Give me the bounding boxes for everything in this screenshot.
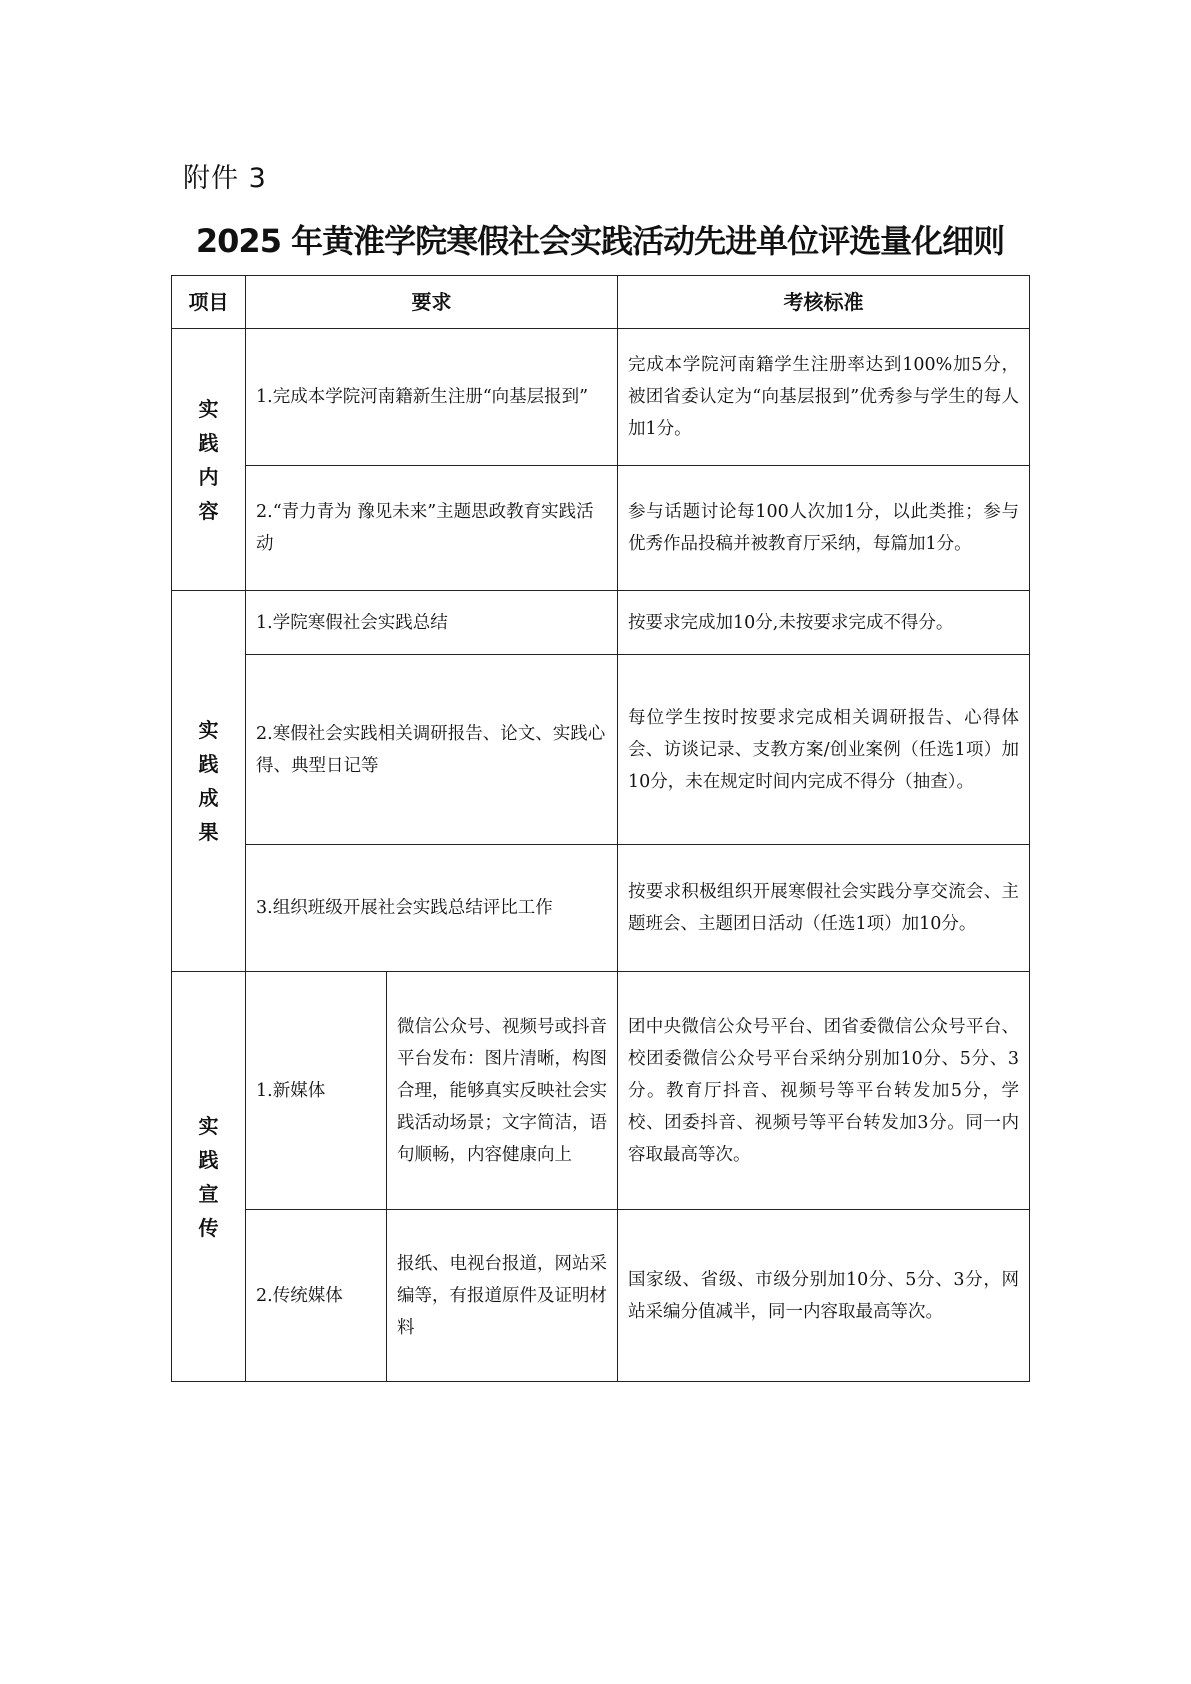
table-row — [172, 972, 1030, 1210]
table-row — [172, 466, 1030, 591]
requirement-cell: 1.完成本学院河南籍新生注册“向基层报到” — [246, 329, 618, 466]
requirement-cell: 2.传统媒体 — [246, 1210, 387, 1382]
table-row — [172, 329, 1030, 466]
requirement-detail-cell: 报纸、电视台报道，网站采编等，有报道原件及证明材料 — [387, 1210, 618, 1382]
table-row — [172, 591, 1030, 655]
standard-cell: 按要求积极组织开展寒假社会实践分享交流会、主题班会、主题团日活动（任选1项）加10分。 — [618, 845, 1030, 972]
category-cell — [172, 972, 246, 1382]
table-header-row — [172, 276, 1030, 329]
header-item: 项目 — [172, 276, 246, 329]
requirement-cell: 1.学院寒假社会实践总结 — [246, 591, 618, 655]
standard-cell: 团中央微信公众号平台、团省委微信公众号平台、校团委微信公众号平台采纳分别加10分、5分、3分。教育厅抖音、视频号等平台转发加5分，学校、团委抖音、视频号等平台转发加3分。同一内容取最高等次。 — [618, 972, 1030, 1210]
attachment-label: 附件 3 — [183, 163, 267, 194]
standard-cell: 完成本学院河南籍学生注册率达到100%加5分，被团省委认定为“向基层报到”优秀参与学生的每人加1分。 — [618, 329, 1030, 466]
header-standard: 考核标准 — [618, 276, 1030, 329]
table-row — [172, 655, 1030, 845]
standard-cell: 参与话题讨论每100人次加1分，以此类推；参与优秀作品投稿并被教育厅采纳，每篇加1分。 — [618, 466, 1030, 591]
category-label: 实践成果 — [198, 718, 219, 844]
category-label: 实践内容 — [198, 396, 219, 523]
category-label: 实践宣传 — [198, 1113, 219, 1240]
standard-cell: 国家级、省级、市级分别加10分、5分、3分，网站采编分值减半，同一内容取最高等次。 — [618, 1210, 1030, 1382]
category-cell — [172, 591, 246, 972]
requirement-cell: 2.寒假社会实践相关调研报告、论文、实践心得、典型日记等 — [246, 655, 618, 845]
requirement-cell: 3.组织班级开展社会实践总结评比工作 — [246, 845, 618, 972]
criteria-table — [171, 275, 1030, 1382]
document-title: 2025 年黄淮学院寒假社会实践活动先进单位评选量化细则 — [195, 222, 1005, 260]
requirement-cell: 1.新媒体 — [246, 972, 387, 1210]
table-row — [172, 1210, 1030, 1382]
standard-cell: 按要求完成加10分,未按要求完成不得分。 — [618, 591, 1030, 655]
standard-cell: 每位学生按时按要求完成相关调研报告、心得体会、访谈记录、支教方案/创业案例（任选1项）加10分，未在规定时间内完成不得分（抽查）。 — [618, 655, 1030, 845]
header-requirement: 要求 — [246, 276, 618, 329]
requirement-cell: 2.“青力青为 豫见未来”主题思政教育实践活动 — [246, 466, 618, 591]
table-row — [172, 845, 1030, 972]
requirement-detail-cell: 微信公众号、视频号或抖音平台发布：图片清晰，构图合理，能够真实反映社会实践活动场景；文字简洁，语句顺畅，内容健康向上 — [387, 972, 618, 1210]
category-cell — [172, 329, 246, 591]
